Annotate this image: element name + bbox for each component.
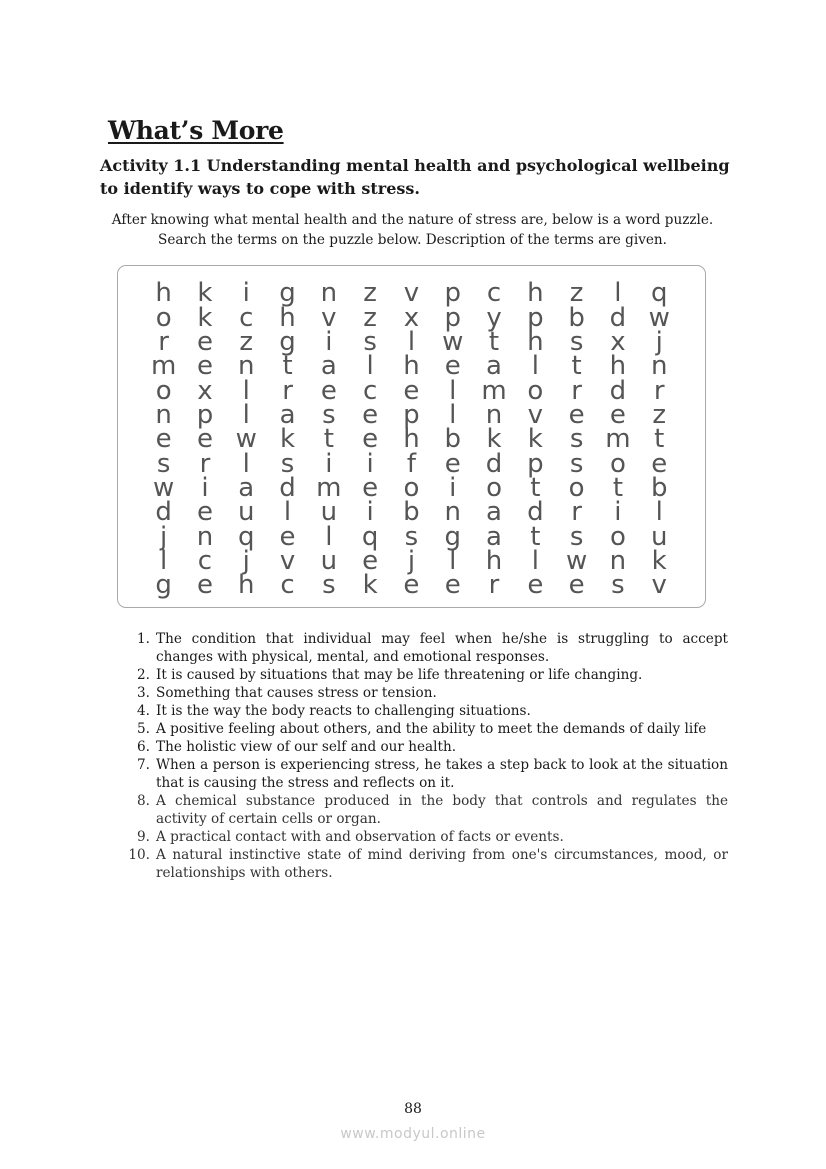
puzzle-letter: k — [362, 570, 378, 601]
puzzle-letter: i — [366, 497, 374, 528]
word-puzzle-grid — [143, 278, 680, 601]
puzzle-letter: e — [362, 399, 379, 430]
puzzle-letter: j — [242, 545, 250, 576]
puzzle-letter: e — [362, 545, 379, 576]
puzzle-letter: s — [569, 521, 584, 552]
puzzle-letter: i — [449, 472, 457, 503]
clue-text: A chemical substance produced in the body that controls and regulates the activity of certain cells or organ. — [156, 793, 728, 827]
puzzle-letter: d — [609, 302, 627, 333]
activity-heading: Activity 1.1 Understanding mental health and psychological wellbeing to identify ways to cope with stress. — [100, 156, 730, 198]
puzzle-letter: f — [406, 448, 416, 479]
puzzle-letter: e — [196, 497, 213, 528]
puzzle-letter: l — [366, 351, 374, 382]
page-title: What’s More — [108, 115, 284, 145]
clue-text: A natural instinctive state of mind deriving from one's circumstances, mood, or relationships with others. — [156, 847, 728, 881]
puzzle-letter: q — [650, 278, 668, 309]
clue-text: It is caused by situations that may be life threatening or life changing. — [156, 667, 643, 683]
puzzle-letter: z — [363, 302, 377, 333]
puzzle-letter: r — [282, 375, 293, 406]
puzzle-letter: p — [403, 399, 420, 430]
puzzle-letter: e — [609, 399, 626, 430]
puzzle-letter: i — [201, 472, 209, 503]
puzzle-letter: o — [609, 521, 626, 552]
puzzle-letter: t — [654, 424, 665, 455]
puzzle-letter: l — [242, 448, 250, 479]
puzzle-letter: e — [444, 351, 461, 382]
puzzle-letter: o — [486, 472, 502, 503]
puzzle-letter: w — [648, 302, 670, 333]
clue-item — [120, 756, 728, 792]
puzzle-letter: e — [320, 375, 337, 406]
puzzle-letter: h — [403, 424, 420, 455]
puzzle-letter: h — [238, 570, 255, 601]
puzzle-letter: x — [610, 326, 626, 357]
puzzle-letter: u — [238, 497, 255, 528]
puzzle-letter: s — [322, 570, 336, 601]
puzzle-letter: v — [651, 570, 667, 601]
puzzle-letter: i — [242, 278, 250, 309]
clue-item — [120, 846, 728, 882]
clue-text: A positive feeling about others, and the ability to meet the demands of daily life — [156, 721, 707, 737]
puzzle-letter: l — [325, 521, 333, 552]
puzzle-letter: e — [155, 424, 172, 455]
puzzle-letter: n — [238, 351, 255, 382]
puzzle-letter: r — [158, 326, 169, 357]
puzzle-letter: s — [363, 326, 377, 357]
puzzle-letter: h — [609, 351, 627, 382]
puzzle-letter: a — [238, 472, 255, 503]
puzzle-letter: z — [239, 326, 254, 357]
puzzle-letter: e — [196, 570, 213, 601]
clue-list — [120, 630, 728, 882]
puzzle-letter: n — [320, 278, 338, 309]
puzzle-letter: t — [530, 521, 541, 552]
puzzle-letter: e — [568, 399, 585, 430]
puzzle-letter: g — [444, 521, 461, 552]
puzzle-letter: l — [614, 278, 622, 309]
puzzle-letter: k — [486, 424, 502, 455]
puzzle-letter: e — [196, 424, 213, 455]
clue-item — [120, 666, 728, 684]
puzzle-letter: a — [279, 399, 296, 430]
clue-text: The holistic view of our self and our health. — [156, 739, 457, 755]
clue-number: 5. — [137, 721, 150, 737]
clue-text: The condition that individual may feel when he/she is struggling to accept changes with physical, mental, and emotional responses. — [156, 631, 728, 665]
puzzle-letter: g — [279, 278, 296, 309]
puzzle-letter: e — [568, 570, 585, 601]
clue-number: 6. — [137, 739, 150, 755]
puzzle-letter: z — [652, 399, 667, 430]
puzzle-letter: e — [403, 375, 420, 406]
puzzle-letter: w — [442, 326, 464, 357]
puzzle-letter: b — [650, 472, 668, 503]
puzzle-letter: p — [444, 302, 461, 333]
puzzle-letter: l — [449, 545, 457, 576]
puzzle-letter: r — [571, 375, 582, 406]
puzzle-letter: h — [485, 545, 503, 576]
puzzle-letter: u — [320, 497, 338, 528]
clue-item — [120, 738, 728, 756]
puzzle-letter: l — [531, 351, 539, 382]
puzzle-letter: l — [655, 497, 663, 528]
clue-item — [120, 828, 728, 846]
puzzle-letter: l — [531, 545, 539, 576]
clue-item — [120, 702, 728, 720]
puzzle-letter: j — [655, 326, 663, 357]
puzzle-letter: r — [653, 375, 665, 406]
puzzle-letter: j — [407, 545, 416, 576]
clue-number: 8. — [137, 793, 150, 809]
puzzle-letter: c — [239, 302, 254, 333]
puzzle-letter: o — [155, 302, 172, 333]
clue-number: 10. — [128, 847, 150, 863]
puzzle-letter: e — [279, 521, 296, 552]
puzzle-letter: b — [444, 424, 461, 455]
puzzle-letter: i — [325, 448, 333, 479]
puzzle-letter: s — [611, 570, 625, 601]
puzzle-letter: e — [362, 424, 379, 455]
puzzle-letter: n — [609, 545, 627, 576]
puzzle-letter: h — [279, 302, 296, 333]
puzzle-letter: h — [527, 278, 544, 309]
puzzle-letter: m — [605, 424, 631, 455]
puzzle-letter: p — [527, 448, 544, 479]
puzzle-letter: u — [320, 545, 338, 576]
puzzle-letter: m — [481, 375, 507, 406]
puzzle-letter: d — [485, 448, 503, 479]
puzzle-letter: l — [160, 545, 168, 576]
puzzle-letter: k — [527, 424, 543, 455]
puzzle-letter: r — [571, 497, 582, 528]
clue-number: 4. — [137, 703, 150, 719]
puzzle-letter: x — [197, 375, 213, 406]
puzzle-letter: v — [279, 545, 296, 576]
clue-text: When a person is experiencing stress, he takes a step back to look at the situation that is causing the stress and reflects on it. — [156, 757, 728, 791]
puzzle-letter: v — [321, 302, 337, 333]
puzzle-letter: d — [155, 497, 172, 528]
puzzle-letter: e — [362, 472, 379, 503]
puzzle-letter: e — [444, 570, 461, 601]
puzzle-letter: o — [609, 448, 626, 479]
puzzle-letter: e — [444, 448, 461, 479]
clue-text: A practical contact with and observation of facts or events. — [156, 829, 564, 845]
puzzle-letter: c — [280, 570, 295, 601]
puzzle-letter: h — [527, 326, 544, 357]
puzzle-letter: t — [571, 351, 582, 382]
page-number: 88 — [404, 1101, 422, 1117]
puzzle-letter: y — [486, 302, 502, 333]
puzzle-letter: t — [530, 472, 541, 503]
puzzle-letter: l — [449, 375, 457, 406]
puzzle-letter: h — [403, 351, 420, 382]
puzzle-letter: s — [404, 521, 419, 552]
puzzle-letter: l — [407, 326, 416, 357]
puzzle-letter: s — [322, 399, 336, 430]
puzzle-letter: p — [196, 399, 214, 430]
clue-text: It is the way the body reacts to challenging situations. — [156, 703, 531, 719]
puzzle-letter: e — [196, 351, 213, 382]
puzzle-letter: a — [320, 351, 337, 382]
puzzle-letter: c — [197, 545, 213, 576]
puzzle-letter: v — [403, 278, 420, 309]
puzzle-letter: t — [488, 326, 500, 357]
puzzle-letter: l — [449, 399, 457, 430]
puzzle-letter: n — [485, 399, 503, 430]
clue-item — [120, 630, 728, 666]
puzzle-letter: b — [568, 302, 585, 333]
puzzle-letter: b — [403, 497, 420, 528]
puzzle-letter: j — [160, 521, 168, 552]
puzzle-letter: k — [651, 545, 667, 576]
clue-number: 7. — [137, 757, 150, 773]
puzzle-letter: g — [279, 326, 296, 357]
puzzle-letter: t — [323, 424, 334, 455]
puzzle-letter: m — [316, 472, 342, 503]
puzzle-letter: l — [242, 399, 250, 430]
clue-item — [120, 720, 728, 738]
puzzle-letter: z — [569, 278, 584, 309]
puzzle-letter: g — [155, 570, 172, 601]
puzzle-letter: k — [197, 278, 213, 309]
puzzle-letter: l — [242, 375, 250, 406]
puzzle-letter: s — [569, 448, 584, 479]
puzzle-letter: e — [196, 326, 213, 357]
puzzle-letter: o — [568, 472, 585, 503]
puzzle-letter: r — [199, 448, 211, 479]
puzzle-letter: n — [650, 351, 668, 382]
puzzle-letter: w — [153, 472, 175, 503]
puzzle-letter: o — [527, 375, 544, 406]
puzzle-letter: o — [155, 375, 172, 406]
puzzle-letter: s — [156, 448, 171, 479]
puzzle-letter: d — [609, 375, 627, 406]
puzzle-letter: e — [403, 570, 420, 601]
puzzle-letter: t — [612, 472, 624, 503]
puzzle-letter: e — [651, 448, 668, 479]
puzzle-letter: i — [366, 448, 374, 479]
clue-number: 1. — [137, 631, 150, 647]
puzzle-letter: k — [197, 302, 213, 333]
puzzle-letter: c — [362, 375, 378, 406]
puzzle-letter: e — [527, 570, 544, 601]
clue-item — [120, 792, 728, 828]
puzzle-letter: l — [283, 497, 292, 528]
puzzle-letter: v — [527, 399, 544, 430]
puzzle-letter: h — [155, 278, 172, 309]
puzzle-letter: i — [614, 497, 622, 528]
puzzle-letter: r — [488, 570, 500, 601]
puzzle-letter: k — [280, 424, 296, 455]
puzzle-letter: s — [280, 448, 295, 479]
puzzle-letter: p — [527, 302, 544, 333]
clue-item — [120, 684, 728, 702]
puzzle-letter: m — [150, 351, 177, 382]
puzzle-letter: c — [486, 278, 502, 309]
puzzle-letter: s — [569, 326, 584, 357]
puzzle-letter: q — [361, 521, 379, 552]
puzzle-letter: z — [363, 278, 377, 309]
puzzle-letter: d — [279, 472, 296, 503]
puzzle-letter: w — [235, 424, 257, 455]
puzzle-letter: i — [325, 326, 333, 357]
puzzle-letter: a — [486, 351, 502, 382]
puzzle-letter: u — [650, 521, 668, 552]
puzzle-letter: t — [282, 351, 293, 382]
watermark: www.modyul.online — [340, 1126, 486, 1142]
puzzle-letter: s — [569, 424, 584, 455]
puzzle-letter: p — [444, 278, 461, 309]
puzzle-letter: n — [196, 521, 214, 552]
puzzle-letter: w — [565, 545, 588, 576]
puzzle-letter: x — [403, 302, 420, 333]
instructions-paragraph: After knowing what mental health and the nature of stress are, below is a word puzzle. Search the terms on the puzzle below. Description of the terms are given. — [111, 212, 714, 248]
puzzle-letter: n — [444, 497, 461, 528]
puzzle-letter: a — [486, 521, 502, 552]
puzzle-letter: n — [155, 399, 172, 430]
puzzle-letter: q — [237, 521, 255, 552]
puzzle-letter: o — [403, 472, 420, 503]
clue-number: 9. — [137, 829, 150, 845]
clue-number: 2. — [137, 667, 150, 683]
clue-text: Something that causes stress or tension. — [156, 685, 437, 701]
clue-number: 3. — [137, 685, 150, 701]
puzzle-letter: a — [486, 497, 502, 528]
puzzle-letter: d — [527, 497, 544, 528]
